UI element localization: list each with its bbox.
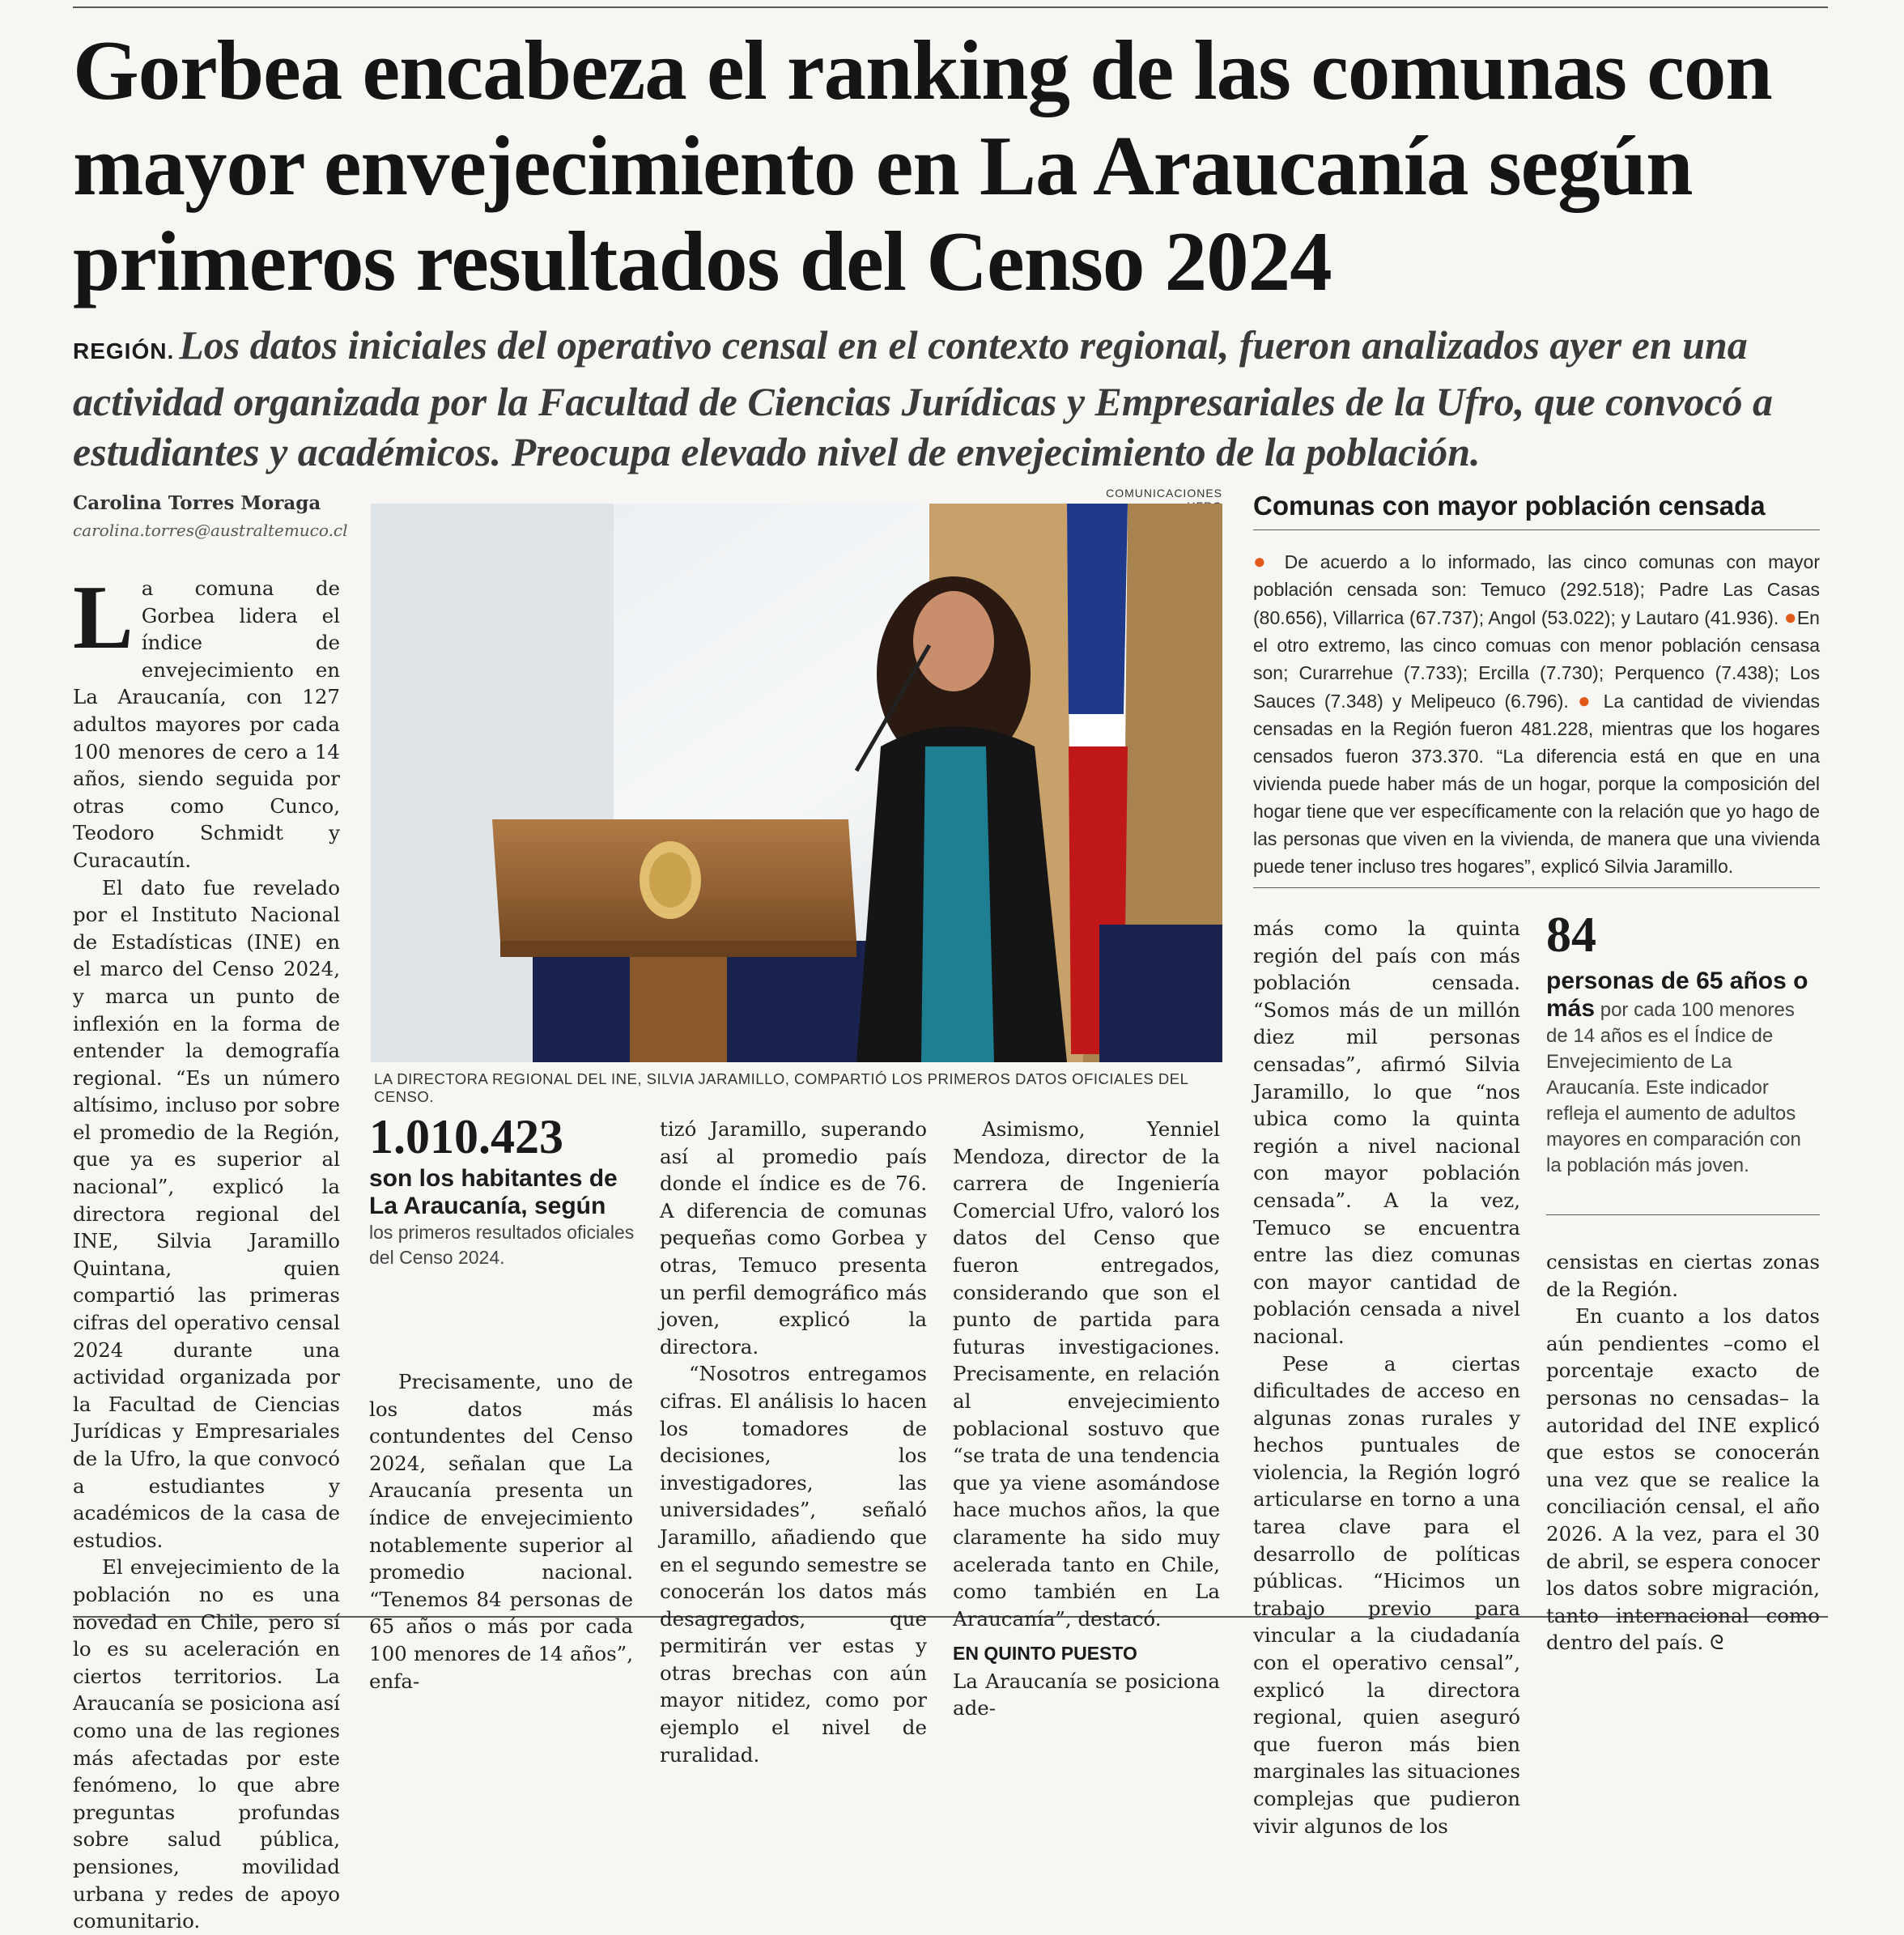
paragraph: La Araucanía se posiciona ade- xyxy=(953,1669,1220,1720)
highlight-indice xyxy=(1546,908,1820,1179)
author-name: Carolina Torres Moraga xyxy=(73,492,321,514)
speaker-at-podium-illustration xyxy=(371,504,1222,1062)
paragraph: En cuanto a los datos aún pendientes –como el porcentaje exacto de personas no censadas– la autoridad del INE explicó que estos se conocerán una vez que se realice la conciliación censal, el año 2026. A la vez, para el 30 de abril, se espera conocer los datos sobre migración, tanto internacional como dentro del país. ᘓ xyxy=(1546,1304,1820,1655)
subheading: EN QUINTO PUESTO xyxy=(953,1643,1137,1665)
column-4 xyxy=(953,1116,1220,1722)
photo-credit: COMUNICACIONES xyxy=(1106,487,1222,500)
highlight-text: los primeros resultados oficiales del Censo 2024. xyxy=(369,1222,635,1268)
top-rule xyxy=(73,6,1828,8)
author-email[interactable]: carolina.torres@australtemuco.cl xyxy=(73,521,348,540)
end-mark-icon: ᘓ xyxy=(1710,1631,1724,1655)
highlight-number: 84 xyxy=(1546,908,1596,963)
photo-caption: LA DIRECTORA REGIONAL DEL INE, SILVIA JARAMILLO, COMPARTIÓ LOS PRIMEROS DATOS OFICIALES DEL CENSO. xyxy=(374,1070,1188,1105)
column-3 xyxy=(660,1116,927,1768)
deck xyxy=(73,320,1813,477)
column-5 xyxy=(1253,915,1520,1839)
headline: Gorbea encabeza el ranking de las comunas con mayor envejecimiento en La Araucanía según primeros resultados del Censo 2024 xyxy=(73,23,1772,308)
deck-tag: REGIÓN. xyxy=(73,338,175,364)
paragraph: censistas en ciertas zonas de la Región. xyxy=(1546,1250,1820,1301)
column-2 xyxy=(369,1368,633,1695)
deck-text: Los datos iniciales del operativo censal en el contexto regional, fueron analizados ayer en una actividad organizada por la Facultad de Ciencias Jurídicas y Empresariales de la Ufro, que convocó a estudiantes y académicos. Preocupa elevado nivel de envejecimiento de la población. xyxy=(73,322,1773,474)
drop-cap: L xyxy=(73,568,134,668)
highlight-habitantes xyxy=(369,1112,636,1270)
column-1 xyxy=(73,568,340,1935)
sidebar-text: ● De acuerdo a lo informado, las cinco comunas con mayor población censada son: Temuco (292.518); Padre Las Casas (80.656), Villarrica (67.737); Angol (53.022); y Lautaro (41.936). ●En el otro extremo, las cinco comuas con menor población censasa son; Curarrehue (7.733); Ercilla (7.730); Perquenco (7.438); Los Sauces (7.348) y Melipeuco (6.796). ● La cantidad de viviendas censadas en la Región fueron 481.228, mientras que los hogares censados fueron 373.370. “La diferencia está en que en una vivienda puede haber más de un hogar, porque la composición del hogar tiene que ver específicamente con la relación que yo hago de las personas que viven en la vivienda, de manera que una vivienda puede tener incluso tres hogares”, explicó Silvia Jaramillo. xyxy=(1253,549,1821,877)
highlight-bold-text: son los habitantes de La Araucanía, según xyxy=(369,1165,618,1219)
sidebar-title: Comunas con mayor población censada xyxy=(1253,491,1766,521)
paragraph: más como la quinta región del país con más población censada. “Somos más de un millón diez mil personas censadas”, afirmó Silvia Jaramillo, lo que “nos ubica como la quinta región a nivel nacional con mayor población censada”. A la vez, Temuco se encuentra entre las diez comunas con mayor cantidad de población censada a nivel nacional. xyxy=(1253,916,1520,1348)
bullet-icon: ● xyxy=(1783,605,1797,629)
paragraph: La comuna de Gorbea lidera el índice de envejecimiento en La Araucanía, con 127 adultos mayores por cada 100 menores de cero a 14 años, siendo seguida por otras como Cunco, Teodoro Schmidt y Curacautín. xyxy=(73,568,340,872)
paragraph: “Nosotros entregamos cifras. El análisis lo hacen los tomadores de decisiones, los investigadores, las universidades”, señaló Jaramillo, añadiendo que en el segundo semestre se conocerán los datos más desagregados, que permitirán ver estas y otras brechas con aún mayor nitidez, como por ejemplo el nivel de ruralidad. xyxy=(660,1362,927,1767)
bullet-icon: ● xyxy=(1253,549,1273,573)
highlight-text: personas de 65 años o más por cada 100 menores de 14 años es el Índice de Envejecimiento de La Araucanía. Este indicador refleja el aumento de adultos mayores en comparación con la población más joven. xyxy=(1546,968,1808,1176)
byline xyxy=(73,492,348,540)
paragraph: Pese a ciertas dificultades de acceso en algunas zonas rurales y hechos puntuales de violencia, la Región logró articularse en torno a una tarea clave para el desarrollo de políticas públicas. “Hicimos un trabajo previo para vincular a la ciudadanía con el operativo censal”, explicó la directora regional, quien aseguró que fueron más bien marginales las situaciones complejas que pudieron vivir algunos de los xyxy=(1253,1351,1520,1838)
column-6 xyxy=(1546,1248,1820,1656)
paragraph: Precisamente, uno de los datos más contundentes del Censo 2024, señalan que La Araucanía presenta un índice de envejecimiento notablemente superior al promedio nacional. “Tenemos 84 personas de 65 años o más por cada 100 menores de 14 años”, enfa- xyxy=(369,1370,633,1693)
sidebar-rule xyxy=(1253,529,1820,530)
highlight-bold-text: personas de 65 años o más xyxy=(1546,968,1808,1022)
highlight-rule xyxy=(1546,1214,1820,1215)
paragraph: El dato fue revelado por el Instituto Nacional de Estadísticas (INE) en el marco del Censo 2024, y marca un punto de inflexión en la forma de entender la demografía regional. “Es un número altísimo, incluso por sobre el promedio de la Región, que ya es superior al nacional”, explicó la directora regional del INE, Silvia Jaramillo Quintana, quien compartió las primeras cifras del operativo censal 2024 durante una actividad organizada por la Facultad de Ciencias Jurídicas y Empresariales de la Ufro, la que convocó a estudiantes y académicos de la casa de estudios. xyxy=(73,875,340,1552)
paragraph: tizó Jaramillo, superando así al promedio país donde el índice es de 76. A diferencia de comunas pequeñas como Gorbea y otras, Temuco presenta un perfil demográfico más joven, explicó la directora. xyxy=(660,1117,927,1359)
sidebar-bottom-rule xyxy=(1253,887,1820,888)
paragraph: Asimismo, Yenniel Mendoza, director de la carrera de Ingeniería Comercial Ufro, valoró los datos del Censo que fueron entregados, considerando que son el punto de partida para futuras investigaciones. Precisamente, en relación al envejecimiento poblacional sostuvo que “se trata de una tendencia que ya viene asomándose hace muchos años, la que claramente ha sido muy acelerada tanto en Chile, como también en La Araucanía”, destacó. xyxy=(953,1117,1220,1631)
paragraph: El envejecimiento de la población no es una novedad en Chile, pero sí lo es su aceleración en ciertos territorios. La Araucanía se posiciona así como una de las regiones más afectadas por este fenómeno, lo que abre preguntas profundas sobre salud pública, pensiones, movilidad urbana y redes de apoyo comunitario. xyxy=(73,1555,340,1933)
article-photo xyxy=(371,504,1222,1062)
highlight-number: 1.010.423 xyxy=(369,1110,563,1163)
bullet-icon: ● xyxy=(1577,688,1595,712)
